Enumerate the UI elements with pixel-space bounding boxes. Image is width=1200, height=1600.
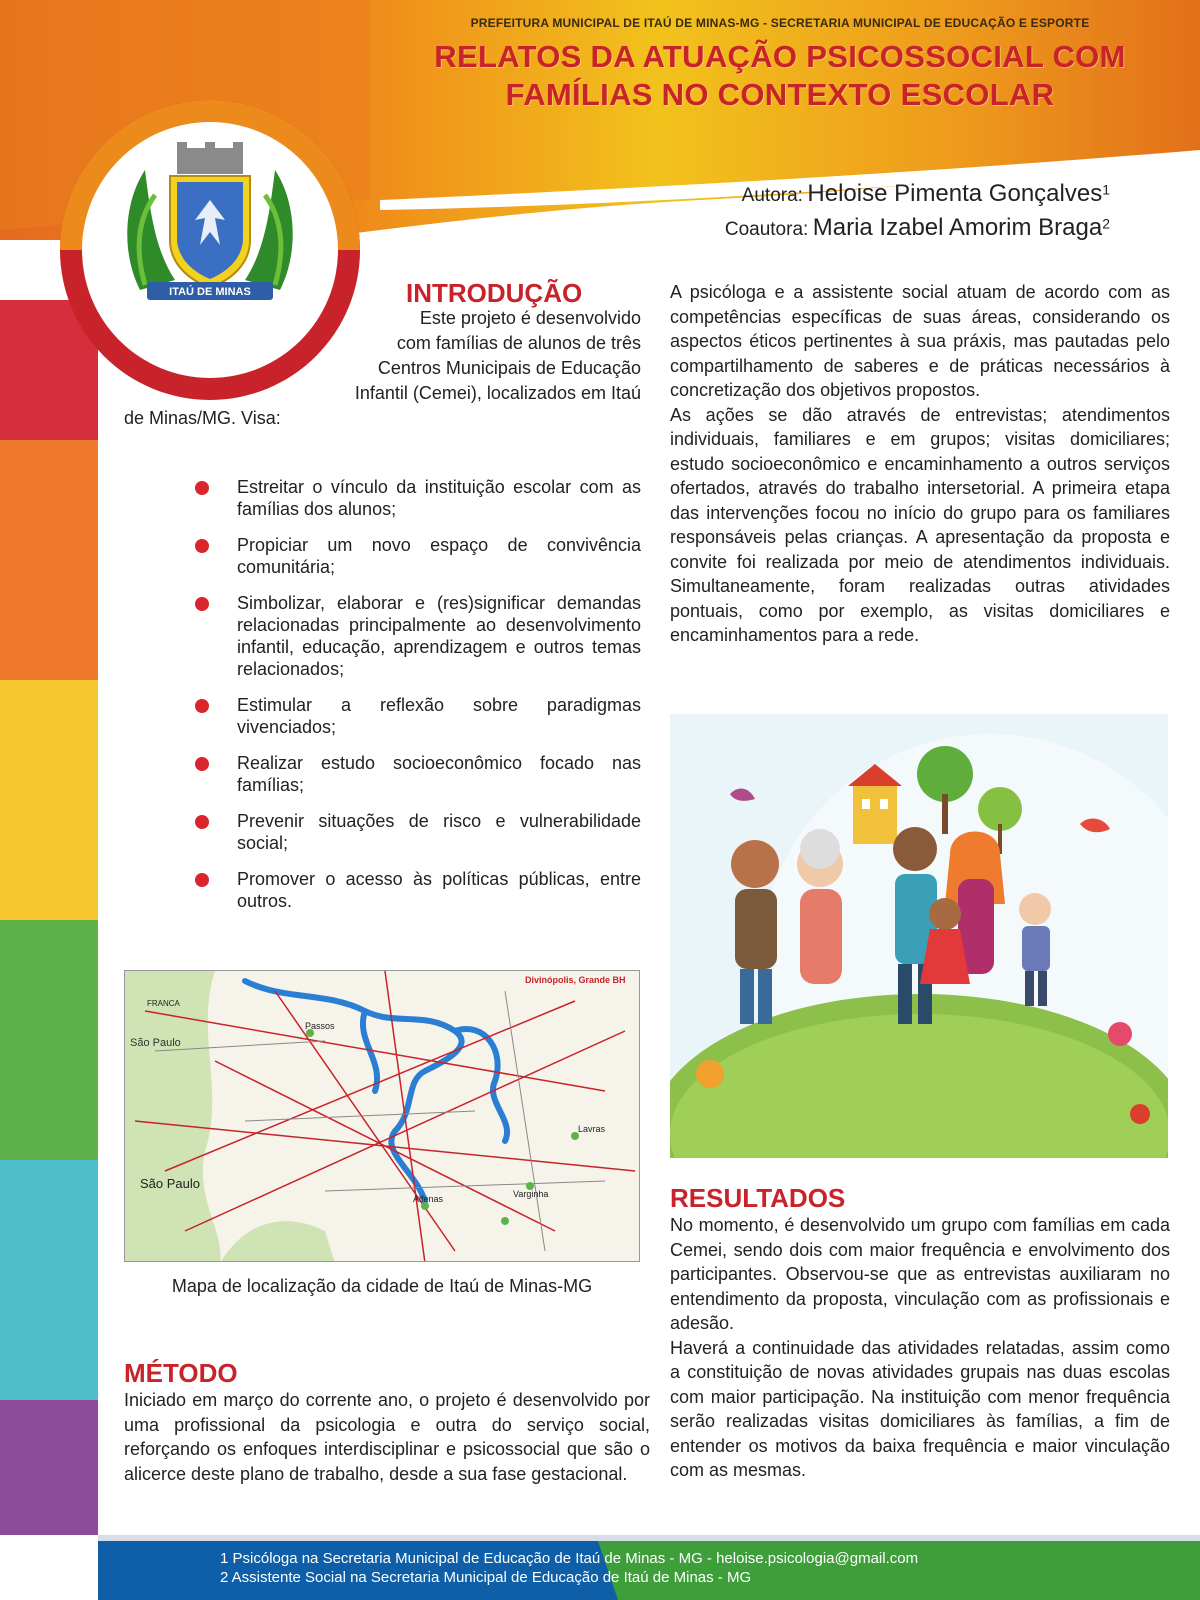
paragraph: Haverá a continuidade das atividades relatadas, assim como a constituição de novas atividades grupais nas duas escolas com maior participação. Na instituição com menor frequência serão realizadas visitas domiciliares às famílias, a fim de entender os motivos da baixa frequência e maior vinculação com as mesmas. — [670, 1337, 1170, 1480]
stripe-yellow — [0, 680, 98, 920]
map-label: São Paulo — [140, 1176, 200, 1191]
title-line-1: RELATOS DA ATUAÇÃO PSICOSSOCIAL COM — [434, 39, 1126, 74]
stripe-cyan — [0, 1160, 98, 1400]
map-label: Passos — [305, 1021, 335, 1031]
list-item — [195, 476, 641, 520]
intro-line: com famílias de alunos de três — [396, 333, 641, 353]
results-heading: RESULTADOS — [670, 1183, 846, 1213]
bullet-dot-icon — [195, 481, 209, 495]
author-sup: 1 — [1102, 181, 1110, 198]
list-item — [195, 752, 641, 796]
list-item-text: Simbolizar, elaborar e (res)significar demandas relacionadas principalmente ao desenvolvimento infantil, educação, aprendizagem e outros temas relacionados; — [237, 593, 641, 679]
method-heading: MÉTODO — [124, 1358, 238, 1388]
bullet-dot-icon — [195, 597, 209, 611]
map-label: Varginha — [513, 1189, 549, 1199]
list-item — [195, 534, 641, 578]
bullet-dot-icon — [195, 699, 209, 713]
bullet-dot-icon — [195, 757, 209, 771]
stripe-orange — [0, 440, 98, 680]
coauthor-line — [725, 214, 1110, 242]
map-label: Divinópolis, Grande BH — [525, 975, 626, 985]
results-text — [670, 1213, 1170, 1483]
map-caption: Mapa de localização da cidade de Itaú de Minas-MG — [171, 1276, 593, 1296]
list-item-text: Estreitar o vínculo da instituição escolar com as famílias dos alunos; — [237, 477, 641, 519]
map-drawing — [125, 971, 640, 1262]
coat-of-arms-logo — [115, 140, 305, 310]
footer-note-1: 1 Psicóloga na Secretaria Municipal de Educação de Itaú de Minas - MG - heloise.psicologia@gmail.com — [220, 1550, 919, 1567]
location-map — [124, 970, 640, 1262]
page-title — [370, 38, 1190, 114]
objectives-list — [195, 476, 641, 926]
author-name: Heloise Pimenta Gonçalves — [807, 180, 1103, 207]
list-item-text: Estimular a reflexão sobre paradigmas vivenciados; — [237, 695, 641, 737]
list-item-text: Propiciar um novo espaço de convivência comunitária; — [237, 535, 641, 577]
list-item — [195, 810, 641, 854]
list-item — [195, 592, 641, 680]
paragraph: A psicóloga e a assistente social atuam de acordo com as competências específicas de suas áreas, considerando os aspectos éticos pertinentes à sua práxis, mas pautadas pelo compartilhamento de saberes e de práticas necessários à concretização dos objetivos propostos. — [670, 282, 1170, 400]
map-label: Alfenas — [413, 1194, 444, 1204]
method-text: Iniciado em março do corrente ano, o projeto é desenvolvido por uma profissional da psicologia e outra do serviço social, reforçando os enfoques interdisciplinar e psicossocial que são o alicerce deste plano de trabalho, desde a sua fase gestacional. — [124, 1390, 650, 1484]
map-label: Lavras — [578, 1124, 606, 1134]
author-label: Autora: — [741, 185, 803, 206]
list-item-text: Promover o acesso às políticas públicas, entre outros. — [237, 869, 641, 911]
intro-line: Este projeto é desenvolvido — [419, 308, 641, 328]
coauthor-name: Maria Izabel Amorim Braga — [812, 214, 1103, 241]
intro-heading: INTRODUÇÃO — [406, 278, 583, 308]
logo-banner-text: ITAÚ DE MINAS — [169, 286, 251, 298]
list-item-text: Realizar estudo socioeconômico focado nas famílias; — [237, 753, 641, 795]
stripe-purple — [0, 1400, 98, 1535]
bullet-dot-icon — [195, 539, 209, 553]
list-item — [195, 694, 641, 738]
list-item — [195, 868, 641, 912]
bullet-dot-icon — [195, 815, 209, 829]
intro-line: Centros Municipais de Educação — [377, 358, 641, 378]
header-organization: PREFEITURA MUNICIPAL DE ITAÚ DE MINAS-MG - SECRETARIA MUNICIPAL DE EDUCAÇÃO E ESPORTE — [470, 16, 1090, 30]
bullet-dot-icon — [195, 873, 209, 887]
map-label: FRANCA — [147, 999, 180, 1008]
right-column-text — [670, 280, 1170, 648]
coauthor-sup: 2 — [1102, 215, 1110, 232]
paragraph: No momento, é desenvolvido um grupo com famílias em cada Cemei, sendo dois com maior frequência e envolvimento dos participantes. Observou-se que as entrevistas auxiliaram no entendimento da proposta, vinculação com as profissionais e adesão. — [670, 1215, 1170, 1333]
footer-band — [98, 1535, 1200, 1600]
family-illustration-drawing — [670, 714, 1168, 1158]
title-line-2: FAMÍLIAS NO CONTEXTO ESCOLAR — [505, 77, 1055, 112]
author-line — [742, 180, 1110, 208]
list-item-text: Prevenir situações de risco e vulnerabilidade social; — [237, 811, 641, 853]
paragraph: As ações se dão através de entrevistas; atendimentos individuais, familiares e em grupos; visitas domiciliares; estudo socioeconômico e encaminhamento a outros serviços ofertados, através do trabalho intersetorial. A primeira etapa das intervenções focou no início do grupo para os familiares responsáveis pelas crianças. A apresentação da proposta e convite foi realizada por meio de atendimentos individuais. Simultaneamente, foram realizadas outras atividades pontuais, como por exemplo, as visitas domiciliares e encaminhamentos para a rede. — [670, 404, 1170, 645]
map-label: São Paulo — [130, 1037, 181, 1049]
intro-line: Infantil (Cemei), localizados em Itaú — [354, 383, 641, 403]
intro-line: de Minas/MG. Visa: — [124, 408, 281, 428]
footer-note-2: 2 Assistente Social na Secretaria Municipal de Educação de Itaú de Minas - MG — [220, 1569, 752, 1586]
family-illustration — [670, 714, 1168, 1158]
coauthor-label: Coautora: — [724, 219, 809, 240]
stripe-green — [0, 920, 98, 1160]
